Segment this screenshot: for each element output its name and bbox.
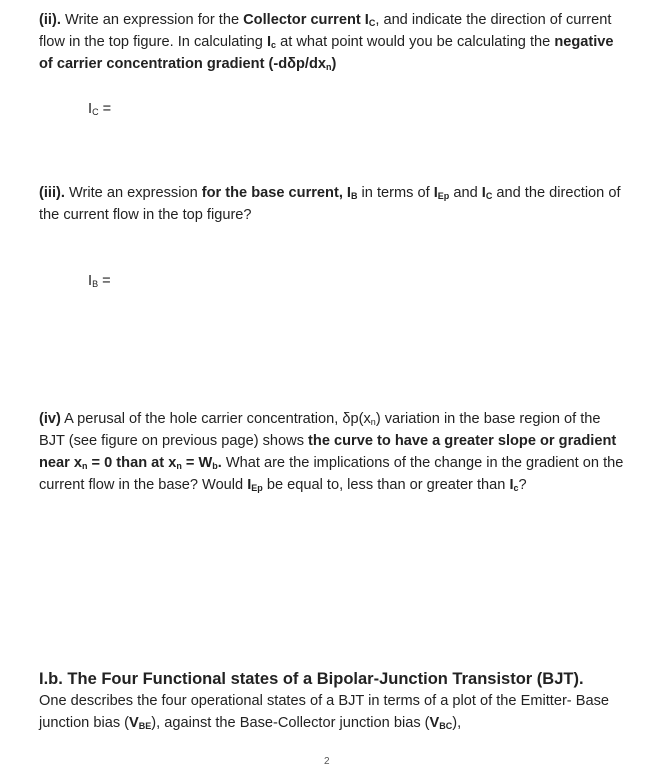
question-iv: (iv) A perusal of the hole carrier concentration, $\delta p(x_n)$ variation in the base region of the BJT (see figure on previous page) shows the curve to have a greater slope or gradient near $x_n = 0$ than at $x_n = W_b$. What are the implications of the change in the gradient on the current flow in the base? Would $I_{Ep}$ be equal to, less than or greater than $I_c$? xyxy=(39,411,624,493)
page-number: 2 xyxy=(324,757,330,767)
question-iii: (iii). Write an expression for the base current, $I_B$ in terms of $I_{Ep}$ and $I_C$ and the direction of the current flow in the top figure? xyxy=(39,185,621,223)
answer-ib: $I_B$ = xyxy=(88,273,111,289)
question-ii: (ii). Write an expression for the Collector current $I_C$, and indicate the direction of current flow in the top figure. In calculating $I_c$ at what point would you be calculating the negative of carrier concentration gradient $(-d\delta p/dx_n)$ xyxy=(39,12,614,72)
answer-ic: $I_C$ = xyxy=(88,101,112,117)
section-heading: I.b. The Four Functional states of a Bipolar-Junction Transistor (BJT). xyxy=(39,670,584,688)
question-label: (iv) xyxy=(39,411,61,427)
question-label: (ii). xyxy=(39,12,61,28)
section-body: One describes the four operational states of a BJT in terms of a plot of the Emitter- Base junction bias $(V_{BE})$, against the Base-Collector junction bias $(V_{BC})$, xyxy=(39,693,609,731)
question-label: (iii). xyxy=(39,185,65,201)
